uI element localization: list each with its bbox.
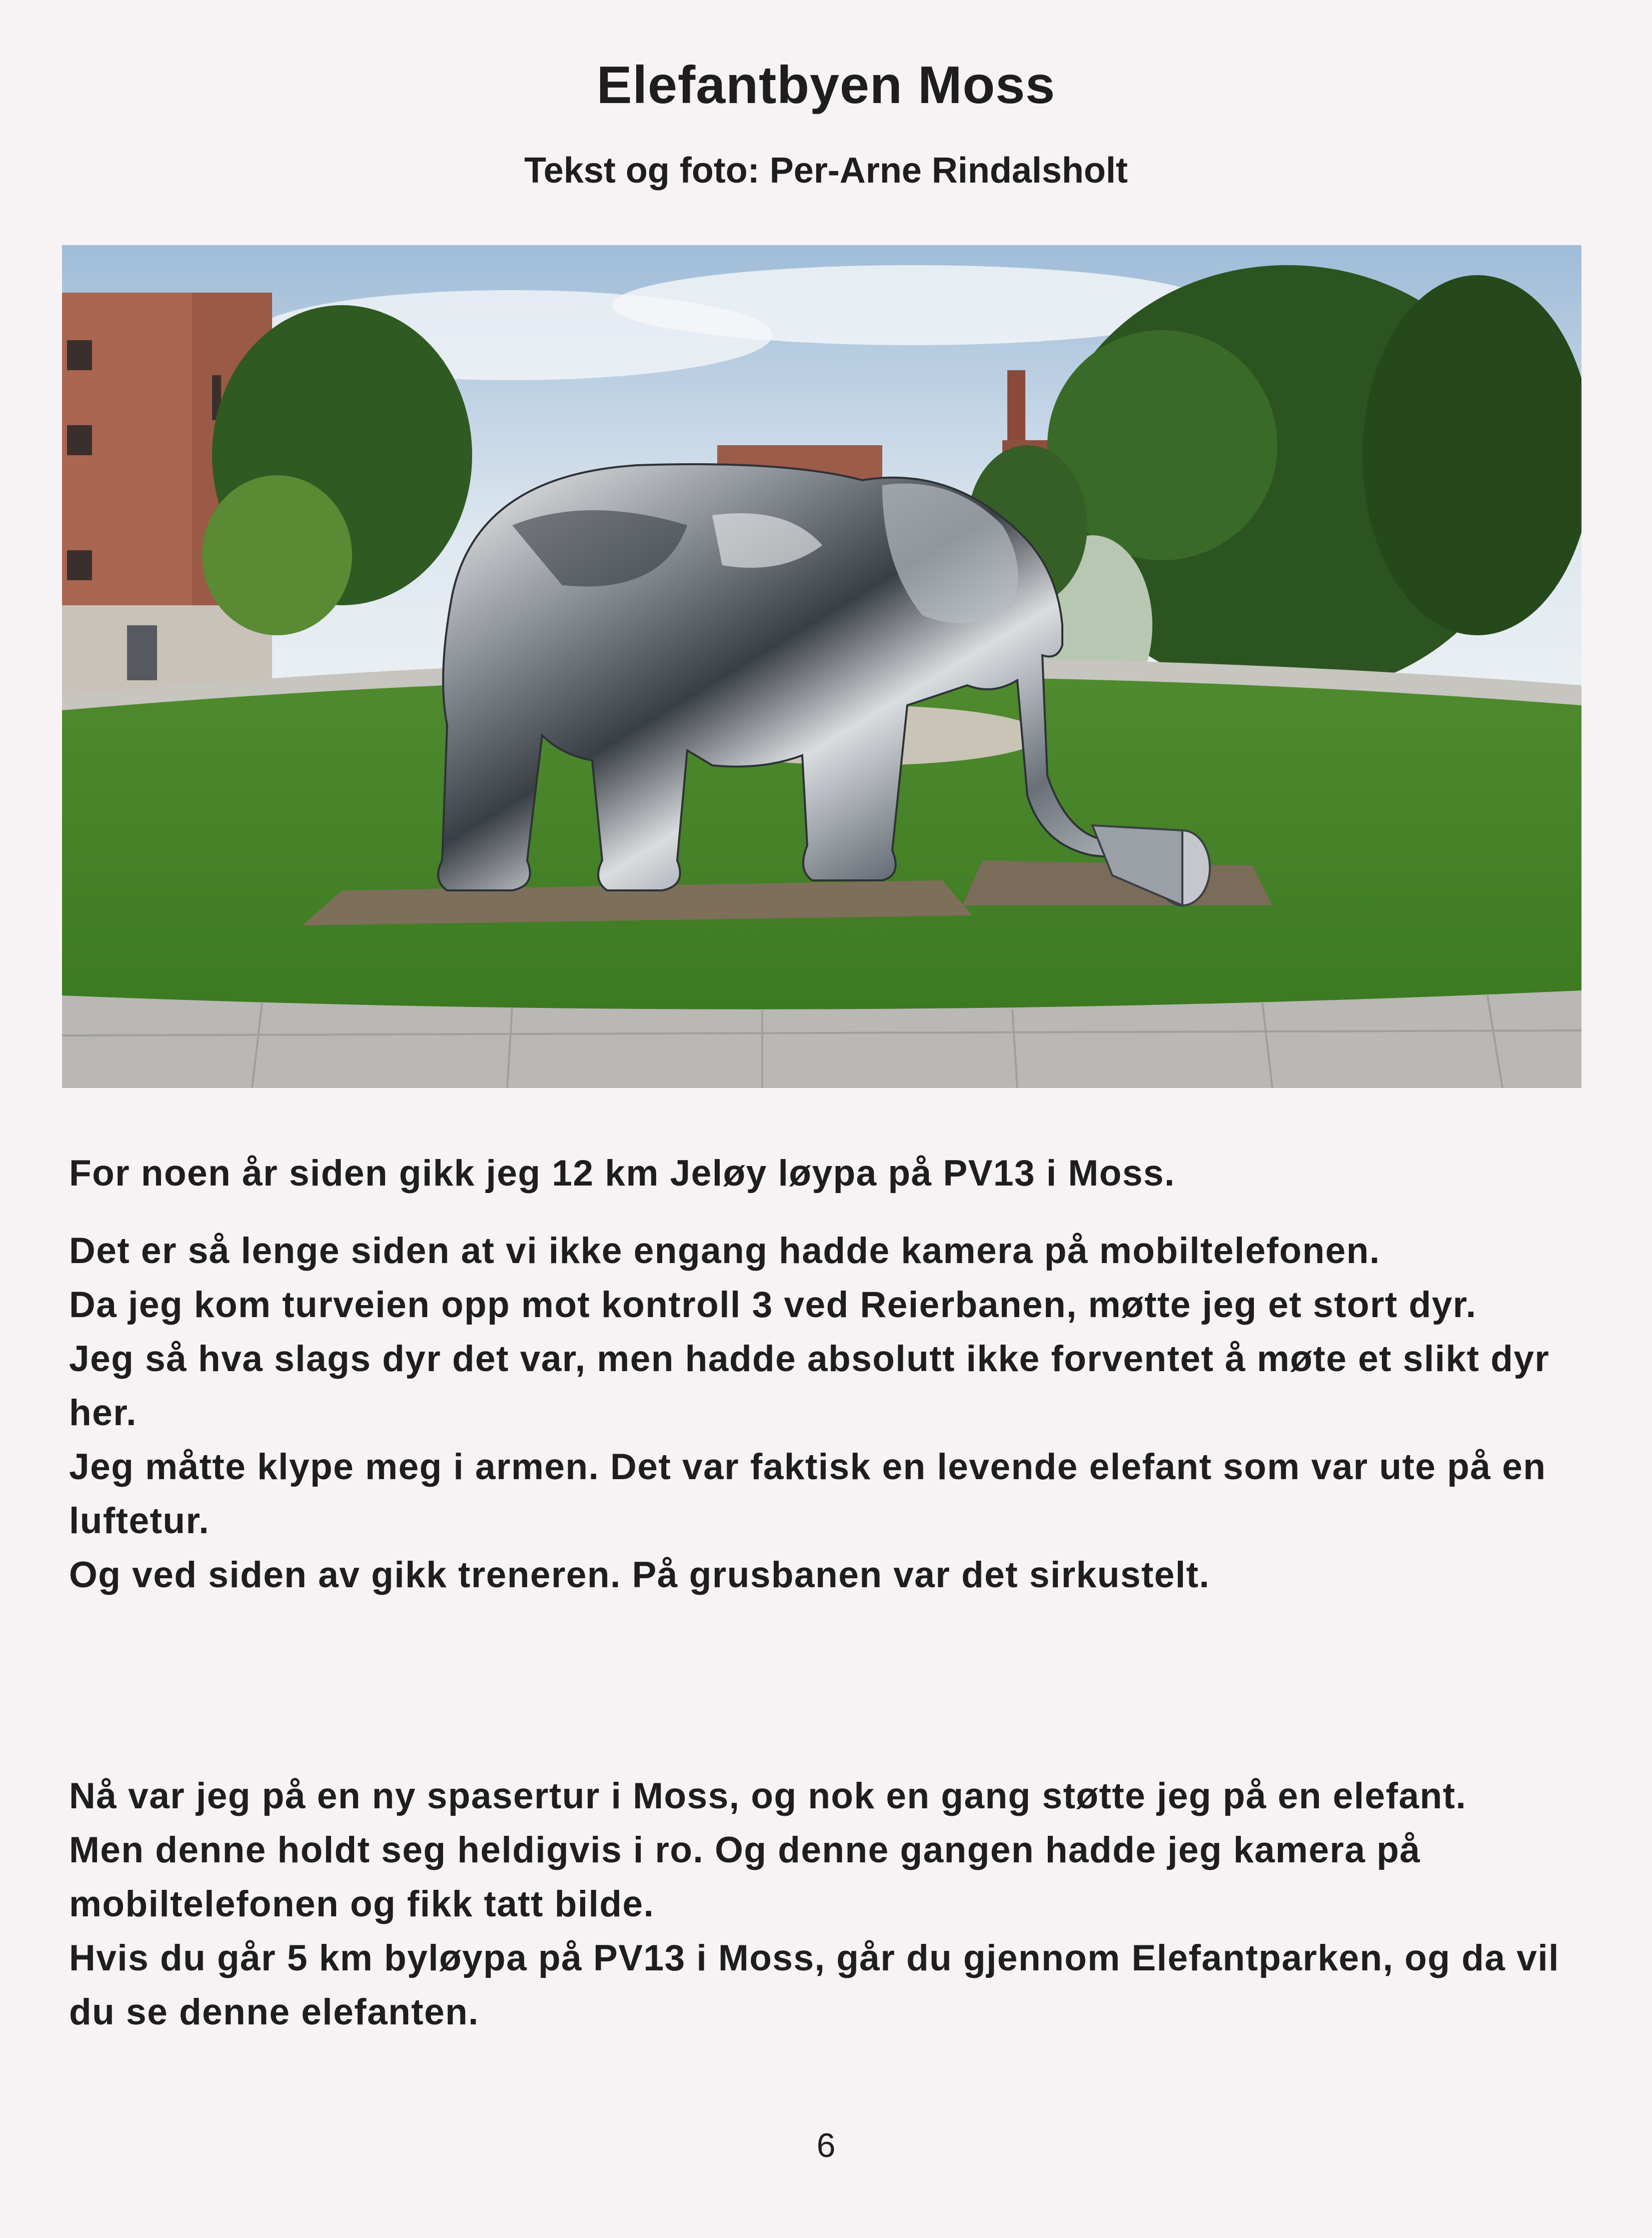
paragraph-line: Det er så lenge siden at vi ikke engang hadde kamera på mobiltelefonen. [69, 1231, 1380, 1271]
paragraph-line: Jeg så hva slags dyr det var, men hadde absolutt ikke forventet å møte et slikt dyr her. [69, 1339, 1550, 1433]
paragraph-line: Da jeg kom turveien opp mot kontroll 3 ved Reierbanen, møtte jeg et stort dyr. [69, 1285, 1477, 1325]
paragraph-line: For noen år siden gikk jeg 12 km Jeløy løypa på PV13 i Moss. [69, 1153, 1175, 1194]
paragraph-line: Hvis du går 5 km byløypa på PV13 i Moss, går du gjennom Elefantparken, og da vil du se denne elefanten. [69, 1938, 1559, 2032]
page-number: 6 [816, 2126, 836, 2164]
paragraph-intro [69, 1147, 1594, 1201]
paragraph-line: Men denne holdt seg heldigvis i ro. Og denne gangen hadde jeg kamera på mobiltelefonen og fikk tatt bilde. [69, 1830, 1421, 1924]
paragraph-memory [69, 1224, 1594, 1602]
paragraph-line: Nå var jeg på en ny spasertur i Moss, og nok en gang støtte jeg på en elefant. [69, 1776, 1467, 1816]
paragraph-new-walk [69, 1769, 1594, 2039]
paragraph-line: Jeg måtte klype meg i armen. Det var faktisk en levende elefant som var ute på en luftetur. [69, 1447, 1546, 1541]
paragraph-line: Og ved siden av gikk treneren. På grusbanen var det sirkustelt. [69, 1555, 1210, 1595]
article-byline: Tekst og foto: Per-Arne Rindalsholt [524, 151, 1128, 191]
elephant-sculpture-photo [62, 245, 1581, 1088]
article-title: Elefantbyen Moss [596, 56, 1056, 115]
